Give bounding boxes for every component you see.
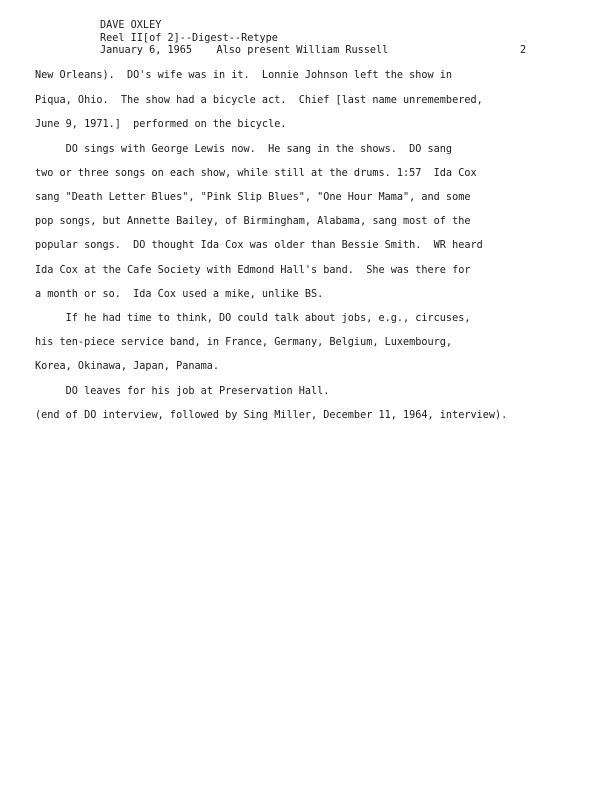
body-line: Piqua, Ohio. The show had a bicycle act. Chief [last name unremembered, [35, 95, 483, 106]
body-line: two or three songs on each show, while still at the drums. 1:57 Ida Cox [35, 168, 477, 179]
date-line: January 6, 1965 Also present William Russell [100, 45, 389, 56]
body-line: If he had time to think, DO could talk about jobs, e.g., circuses, [35, 313, 471, 324]
body-line: sang "Death Letter Blues", "Pink Slip Blues", "One Hour Mama", and some [35, 192, 471, 203]
interviewee-name: DAVE OXLEY [100, 20, 162, 31]
body-line: DO sings with George Lewis now. He sang in the shows. DO sang [35, 144, 453, 155]
body-line: (end of DO interview, followed by Sing Miller, December 11, 1964, interview). [35, 410, 508, 421]
reel-info: Reel II[of 2]--Digest--Retype [100, 33, 278, 44]
body-line: his ten-piece service band, in France, Germany, Belgium, Luxembourg, [35, 337, 453, 348]
body-line: Ida Cox at the Cafe Society with Edmond Hall's band. She was there for [35, 265, 471, 276]
body-line: Korea, Okinawa, Japan, Panama. [35, 361, 220, 372]
body-line: New Orleans). DO's wife was in it. Lonnie Johnson left the show in [35, 70, 453, 81]
body-line: popular songs. DO thought Ida Cox was older than Bessie Smith. WR heard [35, 240, 483, 251]
body-line: pop songs, but Annette Bailey, of Birmingham, Alabama, sang most of the [35, 216, 471, 227]
body-line: a month or so. Ida Cox used a mike, unlike BS. [35, 289, 324, 300]
page-number: 2 [520, 45, 527, 56]
body-line: June 9, 1971.] performed on the bicycle. [35, 119, 287, 130]
body-line: DO leaves for his job at Preservation Hall. [35, 386, 330, 397]
